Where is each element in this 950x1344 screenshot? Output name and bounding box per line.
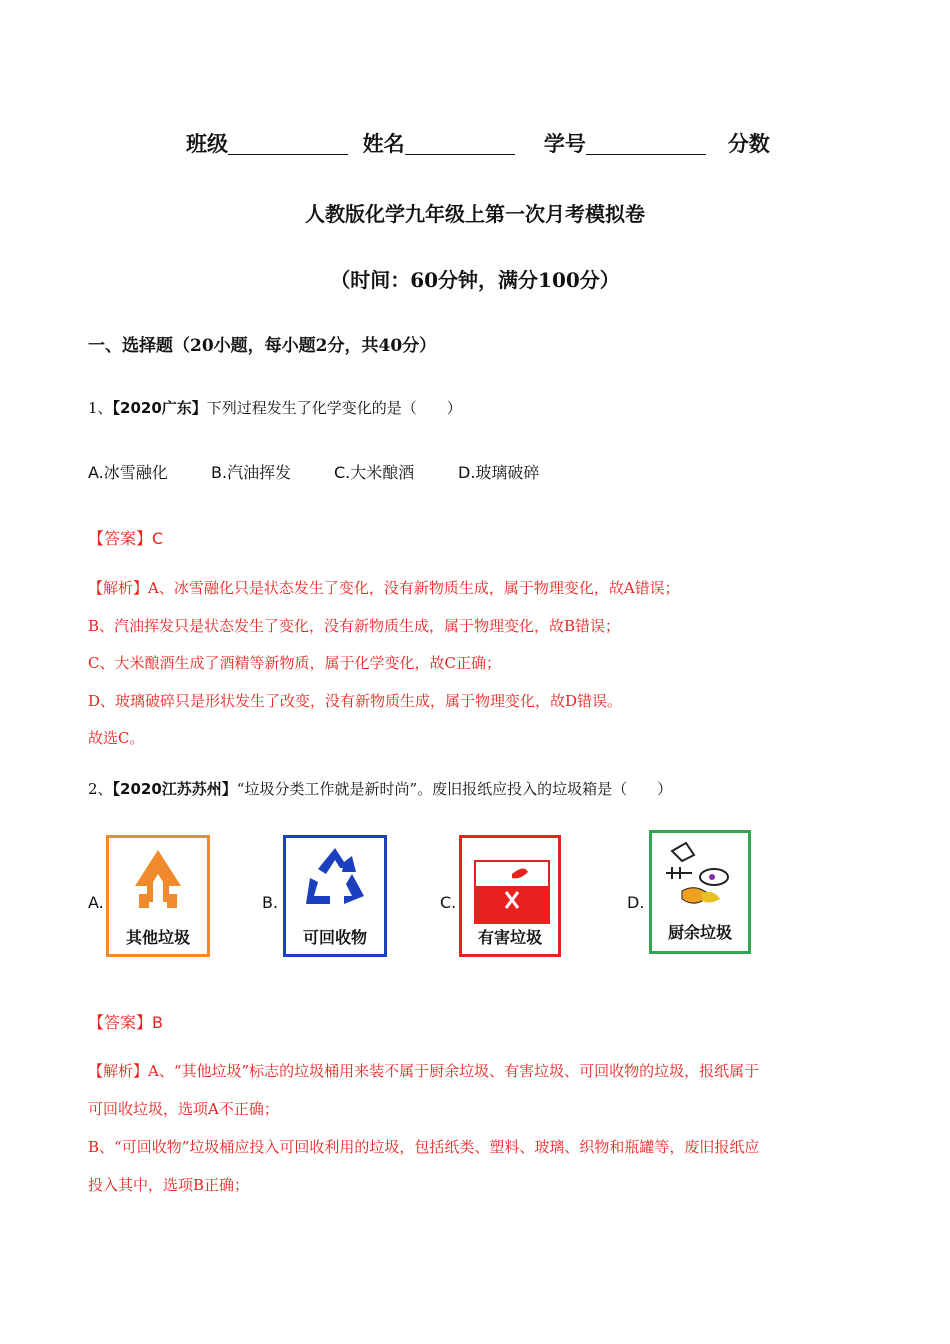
- question-number: 1、: [88, 399, 113, 417]
- explanation-1-line-5: 故选C。: [88, 729, 145, 747]
- bin-label: 有害垃圾: [477, 928, 542, 947]
- recyclable-bin-icon[interactable]: [283, 835, 387, 957]
- bin-d-letter[interactable]: D.: [627, 893, 645, 912]
- recycle-arrow-icon: [109, 838, 207, 918]
- option-b[interactable]: B.汽油挥发: [211, 463, 292, 482]
- class-label: 班级: [186, 131, 228, 156]
- bin-b-letter[interactable]: B.: [262, 893, 279, 912]
- option-a[interactable]: A.冰雪融化: [88, 463, 168, 482]
- food-scraps-icon: [652, 833, 748, 919]
- explanation-1-line-2: B、汽油挥发只是状态发生了变化，没有新物质生成，属于物理变化，故B错误；: [88, 617, 621, 635]
- page-title: 人教版化学九年级上第一次月考模拟卷: [305, 202, 645, 226]
- name-blank[interactable]: [405, 132, 515, 155]
- question-stem: “垃圾分类工作就是新时尚”。废旧报纸应投入的垃圾箱是（ ）: [236, 780, 673, 798]
- bin-label: 厨余垃圾: [667, 923, 732, 942]
- question-number: 2、: [88, 780, 113, 798]
- question-2: [88, 778, 672, 799]
- bin-a-letter[interactable]: A.: [88, 893, 104, 912]
- explanation-1-line-3: C、大米酿酒生成了酒精等新物质，属于化学变化，故C正确；: [88, 654, 501, 672]
- section-heading: 一、选择题（20小题，每小题2分，共40分）: [88, 336, 437, 356]
- explanation-2-line-3: B、“可回收物”垃圾桶应投入可回收利用的垃圾，包括纸类、塑料、玻璃、织物和瓶罐等，废旧报纸应: [88, 1138, 760, 1156]
- explanation-1-line-4: D、玻璃破碎只是形状发生了改变，没有新物质生成，属于物理变化，故D错误。: [88, 692, 623, 710]
- kitchen-waste-bin-icon[interactable]: [649, 830, 751, 954]
- name-label: 姓名: [362, 131, 405, 156]
- bin-c-letter[interactable]: C.: [440, 893, 457, 912]
- explanation-2-line-1: 【解析】A、“其他垃圾”标志的垃圾桶用来装不属于厨余垃圾、有害垃圾、可回收物的垃圾，报纸属于: [88, 1062, 760, 1080]
- bin-label: 可回收物: [302, 928, 367, 947]
- score-label: 分数: [727, 131, 770, 156]
- explanation-2-line-4: 投入其中，选项B正确；: [88, 1176, 250, 1194]
- option-d[interactable]: D.玻璃破碎: [458, 463, 540, 482]
- id-label: 学号: [543, 131, 586, 156]
- hazard-panel: [474, 860, 550, 924]
- answer-1: 【答案】C: [88, 529, 164, 548]
- page-subtitle: （时间：60分钟，满分100分）: [330, 268, 620, 292]
- question-1: [88, 397, 462, 418]
- student-info-line: [186, 128, 770, 158]
- crossed-leaf-icon: [476, 862, 548, 922]
- question-source: 【2020广东】: [112, 399, 207, 417]
- question-stem: 下列过程发生了化学变化的是（ ）: [206, 399, 462, 417]
- option-c[interactable]: C.大米酿酒: [334, 463, 415, 482]
- id-blank[interactable]: [586, 132, 706, 155]
- bin-label: 其他垃圾: [125, 928, 190, 947]
- explanation-2-line-2: 可回收垃圾，选项A不正确；: [88, 1100, 279, 1118]
- hazardous-bin-icon[interactable]: [459, 835, 561, 957]
- recycle-icon: [286, 838, 384, 920]
- explanation-1-line-1: 【解析】A、冰雪融化只是状态发生了变化，没有新物质生成，属于物理变化，故A错误；: [88, 579, 680, 597]
- answer-2: 【答案】B: [88, 1013, 163, 1032]
- question-source: 【2020江苏苏州】: [112, 780, 237, 798]
- class-blank[interactable]: [228, 132, 348, 155]
- other-waste-bin-icon[interactable]: [106, 835, 210, 957]
